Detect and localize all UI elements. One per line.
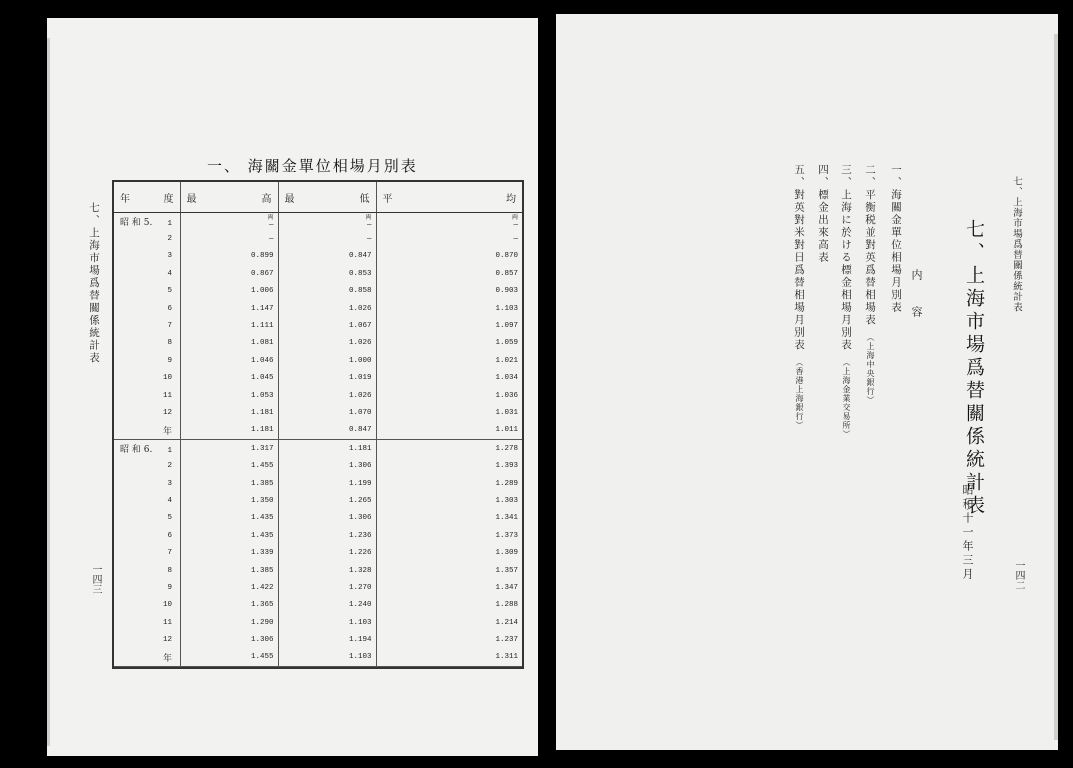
- toc-note: （上海金業交易所）: [842, 357, 851, 439]
- month-label: 12: [162, 636, 172, 645]
- table-row: [114, 300, 522, 317]
- table-row: [114, 404, 522, 421]
- table-row: [114, 614, 522, 631]
- low-cell: 1.265: [278, 492, 376, 509]
- high-cell: 1.045: [180, 370, 278, 387]
- table-row: [114, 597, 522, 614]
- table-row: [114, 544, 522, 561]
- period-cell: [114, 404, 180, 421]
- low-cell: 1.026: [278, 387, 376, 404]
- avg-cell: 1.237: [376, 631, 522, 648]
- table-row: [114, 475, 522, 492]
- period-cell: [114, 492, 180, 509]
- period-cell: [114, 597, 180, 614]
- month-label: 7: [167, 322, 172, 331]
- avg-cell: 1.341: [376, 510, 522, 527]
- avg-cell: —: [376, 230, 522, 247]
- month-label: 2: [167, 462, 172, 471]
- low-cell: 1.236: [278, 527, 376, 544]
- header-year: 年 度: [114, 182, 180, 213]
- low-cell: —: [278, 230, 376, 247]
- high-cell: 1.081: [180, 335, 278, 352]
- high-cell: 0.867: [180, 265, 278, 282]
- table-row: [114, 265, 522, 282]
- month-label: 10: [162, 601, 172, 610]
- publication-date: 昭和十一年三月: [961, 484, 974, 582]
- high-cell: 1.455: [180, 457, 278, 474]
- table-row: [114, 562, 522, 579]
- table-title: 一、 海關金單位相場月別表: [207, 157, 418, 175]
- low-cell: 1.226: [278, 544, 376, 561]
- period-cell: [114, 631, 180, 648]
- low-cell: 0.847: [278, 248, 376, 265]
- page-number: 一四二: [1013, 560, 1024, 590]
- unit-mark: 両: [267, 213, 274, 221]
- running-header: 七、上海市場爲替關係統計表: [1011, 176, 1022, 313]
- era-label: 昭 和 6.: [120, 445, 153, 456]
- low-cell: 1.103: [278, 649, 376, 667]
- month-label: 6: [167, 531, 172, 540]
- month-label: 11: [162, 618, 172, 627]
- annual-label: 年: [162, 653, 172, 664]
- high-cell: 1.455: [180, 649, 278, 667]
- month-label: 5: [167, 287, 172, 296]
- high-cell: 1.350: [180, 492, 278, 509]
- low-cell: 1.306: [278, 510, 376, 527]
- period-cell: [114, 614, 180, 631]
- annual-row: [114, 649, 522, 667]
- toc-item-4: 四、標金出來高表: [817, 164, 829, 264]
- period-cell: [114, 317, 180, 334]
- low-cell: 1.019: [278, 370, 376, 387]
- period-cell: [114, 527, 180, 544]
- table-row: [114, 457, 522, 474]
- period-cell: [114, 510, 180, 527]
- month-label: 5: [167, 514, 172, 523]
- page-number: 一四三: [90, 564, 101, 594]
- avg-cell: 1.373: [376, 527, 522, 544]
- period-cell: [114, 649, 180, 667]
- high-cell: 1.365: [180, 597, 278, 614]
- low-cell: 1.306: [278, 457, 376, 474]
- month-label: 8: [167, 566, 172, 575]
- high-cell: —: [180, 230, 278, 247]
- period-cell: [114, 335, 180, 352]
- avg-cell: 1.347: [376, 579, 522, 596]
- table-row: [114, 440, 522, 458]
- month-label: 3: [167, 252, 172, 261]
- period-cell: [114, 265, 180, 282]
- annual-row: [114, 422, 522, 440]
- high-cell: 1.046: [180, 352, 278, 369]
- low-cell: 両 —: [278, 213, 376, 231]
- annual-label: 年: [162, 426, 172, 437]
- low-cell: 0.847: [278, 422, 376, 440]
- toc-heading: 内容: [910, 269, 923, 343]
- avg-cell: 1.036: [376, 387, 522, 404]
- avg-cell: 1.034: [376, 370, 522, 387]
- avg-cell: 1.311: [376, 649, 522, 667]
- high-cell: 1.147: [180, 300, 278, 317]
- header-low: 最 低: [278, 182, 376, 213]
- high-cell: 0.899: [180, 248, 278, 265]
- low-cell: 1.026: [278, 300, 376, 317]
- left-page: [47, 18, 538, 756]
- high-cell: 1.290: [180, 614, 278, 631]
- table-row: [114, 492, 522, 509]
- period-cell: [114, 440, 180, 458]
- period-cell: [114, 213, 180, 231]
- high-cell: 1.385: [180, 475, 278, 492]
- month-label: 4: [167, 269, 172, 278]
- period-cell: [114, 230, 180, 247]
- period-cell: [114, 352, 180, 369]
- toc-note: （香港上海銀行）: [795, 357, 804, 430]
- toc-item-5: 五、對英對米對日爲替相場月別表（香港上海銀行）: [793, 164, 805, 430]
- low-cell: 1.199: [278, 475, 376, 492]
- table-row: [114, 527, 522, 544]
- avg-cell: 1.103: [376, 300, 522, 317]
- low-cell: 1.070: [278, 404, 376, 421]
- high-cell: 1.385: [180, 562, 278, 579]
- period-cell: [114, 457, 180, 474]
- low-cell: 1.270: [278, 579, 376, 596]
- table-row: [114, 248, 522, 265]
- right-page: [556, 14, 1058, 750]
- avg-cell: 両 —: [376, 213, 522, 231]
- header-high: 最 高: [180, 182, 278, 213]
- month-label: 8: [167, 339, 172, 348]
- avg-cell: 1.278: [376, 440, 522, 458]
- high-cell: 1.181: [180, 404, 278, 421]
- table-row: [114, 387, 522, 404]
- period-cell: [114, 422, 180, 440]
- avg-cell: 1.214: [376, 614, 522, 631]
- table-header-row: [114, 182, 522, 213]
- period-cell: [114, 562, 180, 579]
- low-cell: 1.240: [278, 597, 376, 614]
- page-edge: [47, 38, 50, 746]
- toc-note: （上海中央銀行）: [866, 332, 875, 405]
- low-cell: 1.194: [278, 631, 376, 648]
- month-label: 4: [167, 496, 172, 505]
- low-cell: 1.026: [278, 335, 376, 352]
- rate-table: [112, 180, 524, 669]
- avg-cell: 1.059: [376, 335, 522, 352]
- period-cell: [114, 387, 180, 404]
- header-average: 平 均: [376, 182, 522, 213]
- high-cell: 両 —: [180, 213, 278, 231]
- high-cell: 1.181: [180, 422, 278, 440]
- month-label: 2: [167, 235, 172, 244]
- month-label: 9: [167, 583, 172, 592]
- avg-cell: 0.903: [376, 283, 522, 300]
- period-cell: [114, 283, 180, 300]
- table-row: [114, 213, 522, 231]
- month-label: 1: [167, 220, 172, 229]
- high-cell: 1.111: [180, 317, 278, 334]
- table-row: [114, 335, 522, 352]
- low-cell: 1.328: [278, 562, 376, 579]
- table-row: [114, 317, 522, 334]
- high-cell: 1.422: [180, 579, 278, 596]
- low-cell: 0.853: [278, 265, 376, 282]
- avg-cell: 1.011: [376, 422, 522, 440]
- month-label: 7: [167, 549, 172, 558]
- avg-cell: 1.097: [376, 317, 522, 334]
- month-label: 3: [167, 479, 172, 488]
- high-cell: 1.317: [180, 440, 278, 458]
- month-label: 1: [167, 447, 172, 456]
- toc-item-2: 二、平衡税並對英爲替相場表（上海中央銀行）: [864, 164, 876, 405]
- high-cell: 1.435: [180, 527, 278, 544]
- avg-cell: 1.031: [376, 404, 522, 421]
- month-label: 9: [167, 356, 172, 365]
- toc-item-3: 三、上海に於ける標金相場月別表（上海金業交易所）: [840, 164, 852, 439]
- low-cell: 1.000: [278, 352, 376, 369]
- month-label: 6: [167, 304, 172, 313]
- section-title: 七、上海市場爲替關係統計表: [963, 219, 985, 518]
- table-row: [114, 510, 522, 527]
- period-cell: [114, 370, 180, 387]
- unit-mark: 両: [365, 213, 372, 221]
- avg-cell: 1.309: [376, 544, 522, 561]
- period-cell: [114, 579, 180, 596]
- table-row: [114, 370, 522, 387]
- high-cell: 1.339: [180, 544, 278, 561]
- month-label: 11: [162, 391, 172, 400]
- low-cell: 1.103: [278, 614, 376, 631]
- running-header: 七、上海市場爲替關係統計表: [88, 202, 100, 365]
- low-cell: 1.181: [278, 440, 376, 458]
- avg-cell: 1.288: [376, 597, 522, 614]
- page-edge: [1054, 34, 1058, 740]
- table-row: [114, 283, 522, 300]
- avg-cell: 1.393: [376, 457, 522, 474]
- period-cell: [114, 544, 180, 561]
- avg-cell: 1.289: [376, 475, 522, 492]
- period-cell: [114, 475, 180, 492]
- unit-mark: 両: [511, 213, 518, 221]
- avg-cell: 0.857: [376, 265, 522, 282]
- era-label: 昭 和 5.: [120, 218, 153, 229]
- table-row: [114, 579, 522, 596]
- low-cell: 0.858: [278, 283, 376, 300]
- high-cell: 1.435: [180, 510, 278, 527]
- table-row: [114, 352, 522, 369]
- period-cell: [114, 300, 180, 317]
- low-cell: 1.067: [278, 317, 376, 334]
- month-label: 12: [162, 408, 172, 417]
- high-cell: 1.306: [180, 631, 278, 648]
- period-cell: [114, 248, 180, 265]
- month-label: 10: [162, 374, 172, 383]
- toc-item-1: 一、海關金單位相場月別表: [890, 164, 902, 314]
- high-cell: 1.006: [180, 283, 278, 300]
- avg-cell: 1.021: [376, 352, 522, 369]
- avg-cell: 1.303: [376, 492, 522, 509]
- high-cell: 1.053: [180, 387, 278, 404]
- avg-cell: 1.357: [376, 562, 522, 579]
- table-row: [114, 230, 522, 247]
- table-row: [114, 631, 522, 648]
- avg-cell: 0.870: [376, 248, 522, 265]
